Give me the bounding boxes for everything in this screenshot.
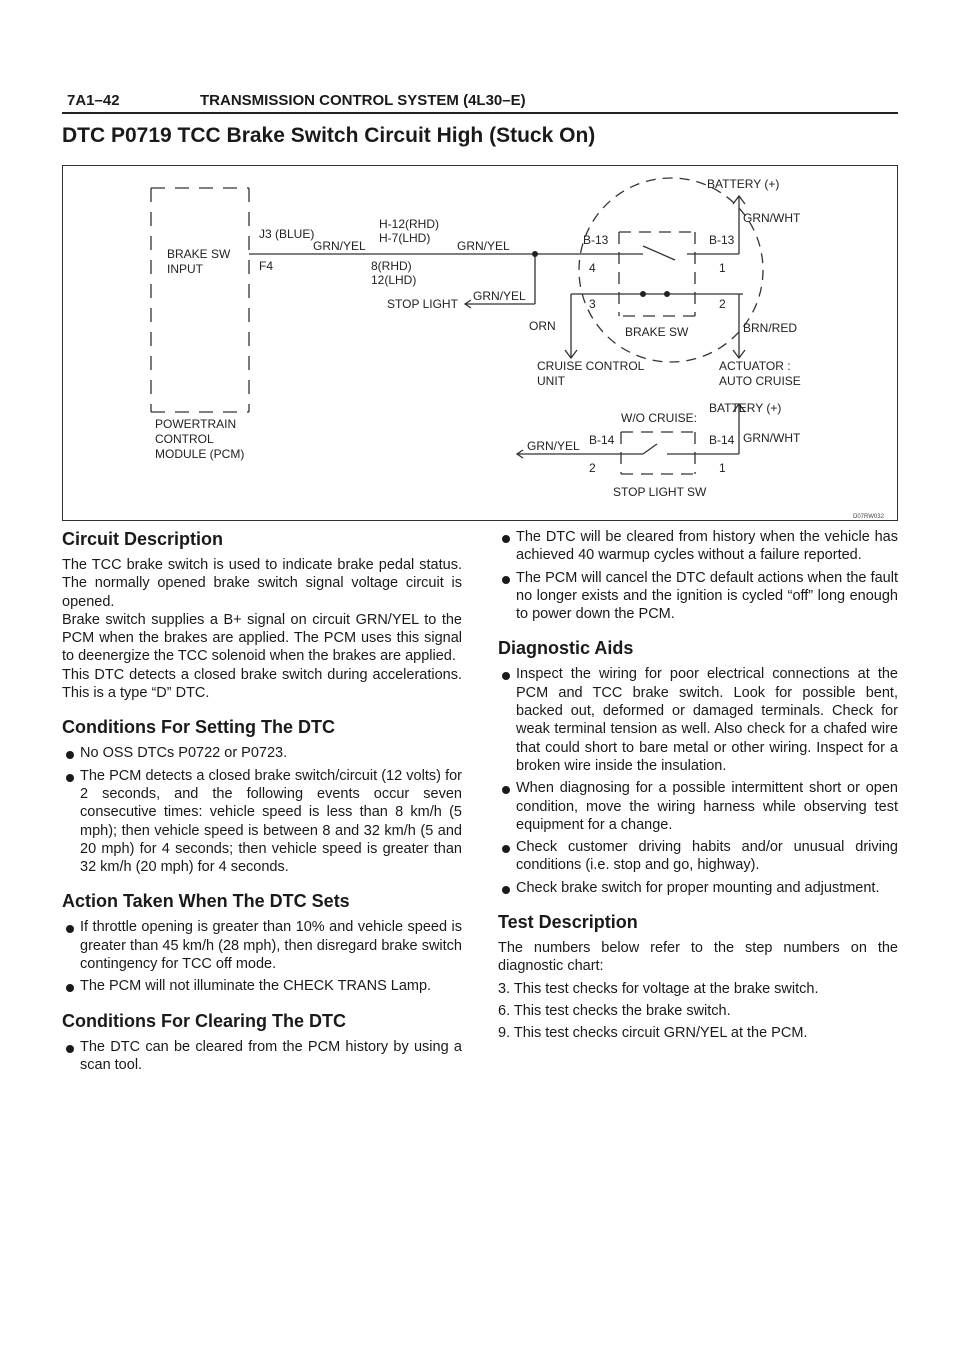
svg-text:BRN/RED: BRN/RED xyxy=(743,321,798,335)
conditions-clearing-continued xyxy=(498,528,898,623)
conditions-setting-heading: Conditions For Setting The DTC xyxy=(62,717,335,738)
svg-text:F4: F4 xyxy=(259,259,274,273)
bullet-icon xyxy=(502,786,510,794)
conditions-clearing-heading: Conditions For Clearing The DTC xyxy=(62,1010,346,1031)
list-item: The PCM detects a closed brake switch/circuit (12 volts) for 2 seconds, and the following events occur seven consecutive times: vehicle speed is less than 8 km/h (5 mph); then vehicle speed is between 8 and 32 km/h (5 and 20 mph) for 4 seconds; then vehicle speed is greater than 32 km/h (20 mph) for 4 seconds. xyxy=(62,767,462,877)
bullet-icon xyxy=(502,576,510,584)
svg-text:B-14: B-14 xyxy=(709,433,735,447)
svg-text:GRN/WHT: GRN/WHT xyxy=(743,431,801,445)
svg-text:B-13: B-13 xyxy=(583,233,609,247)
test-step-3: 3. This test checks for voltage at the brake switch. xyxy=(498,980,819,997)
diagnostic-aids-heading: Diagnostic Aids xyxy=(498,638,634,659)
svg-text:INPUT: INPUT xyxy=(167,262,203,276)
bullet-icon xyxy=(66,1045,74,1053)
svg-text:BATTERY (+): BATTERY (+) xyxy=(709,401,782,415)
section-title: TRANSMISSION CONTROL SYSTEM (4L30–E) xyxy=(200,92,526,109)
diagnostic-aids xyxy=(498,637,898,897)
junction-dot xyxy=(532,251,538,257)
bullet-icon xyxy=(66,751,74,759)
list-item: No OSS DTCs P0722 or P0723. xyxy=(62,744,462,762)
list-item: The PCM will cancel the DTC default actions when the fault no longer exists and the ignition is cycled “off” long enough to power down the PCM. xyxy=(498,569,898,624)
svg-text:12(LHD): 12(LHD) xyxy=(371,273,417,287)
list-item: Check customer driving habits and/or unusual driving conditions (i.e. stop and go, highway). xyxy=(498,838,898,875)
svg-text:4: 4 xyxy=(589,261,596,275)
svg-text:GRN/YEL: GRN/YEL xyxy=(457,239,510,253)
bullet-icon xyxy=(502,886,510,894)
svg-text:H-7(LHD): H-7(LHD) xyxy=(379,231,431,245)
list-item: When diagnosing for a possible intermittent short or open condition, move the wiring harness while observing test equipment for a change. xyxy=(498,779,898,834)
svg-text:AUTO CRUISE: AUTO CRUISE xyxy=(719,374,801,388)
test-description-heading: Test Description xyxy=(498,912,638,933)
action-taken-heading: Action Taken When The DTC Sets xyxy=(62,891,350,912)
conditions-setting xyxy=(62,716,462,876)
svg-text:GRN/YEL: GRN/YEL xyxy=(473,289,526,303)
svg-text:ACTUATOR :: ACTUATOR : xyxy=(719,359,791,373)
svg-text:GRN/WHT: GRN/WHT xyxy=(743,211,801,225)
test-description xyxy=(498,911,898,1042)
action-taken xyxy=(62,890,462,995)
list-item: Inspect the wiring for poor electrical connections at the PCM and TCC brake switch. Look for possible bent, backed out, deformed or damaged terminals. Check for weak terminal tension as well. Also check for a chafed wire that could short to bare metal or other wiring. Inspect for a broken wire inside the insulation. xyxy=(498,665,898,775)
bullet-icon xyxy=(502,535,510,543)
bullet-icon xyxy=(66,925,74,933)
conditions-clearing xyxy=(62,1010,462,1075)
svg-text:8(RHD): 8(RHD) xyxy=(371,259,412,273)
circuit-description-para-3: This DTC detects a closed brake switch during accelerations. This is a type “D” DTC. xyxy=(62,666,462,702)
test-step-9: 9. This test checks circuit GRN/YEL at the PCM. xyxy=(498,1025,808,1042)
svg-text:B-14: B-14 xyxy=(589,433,615,447)
bullet-icon xyxy=(66,984,74,992)
page-number: 7A1–42 xyxy=(67,92,120,109)
svg-text:H-12(RHD): H-12(RHD) xyxy=(379,217,439,231)
svg-text:2: 2 xyxy=(589,461,596,475)
figure-id: D07RW032 xyxy=(853,514,884,520)
list-item: Check brake switch for proper mounting and adjustment. xyxy=(498,879,898,897)
svg-text:W/O CRUISE:: W/O CRUISE: xyxy=(621,411,698,425)
circuit-description-para-2: Brake switch supplies a B+ signal on circuit GRN/YEL to the PCM when the brakes are applied. The PCM uses this signal to deenergize the TCC solenoid when the brakes are applied. xyxy=(62,611,462,665)
page-title: DTC P0719 TCC Brake Switch Circuit High (Stuck On) xyxy=(62,124,596,147)
svg-text:GRN/YEL: GRN/YEL xyxy=(527,439,580,453)
bullet-icon xyxy=(502,845,510,853)
svg-text:STOP LIGHT SW: STOP LIGHT SW xyxy=(613,485,707,499)
svg-text:GRN/YEL: GRN/YEL xyxy=(313,239,366,253)
svg-text:1: 1 xyxy=(719,261,726,275)
svg-text:CRUISE CONTROL: CRUISE CONTROL xyxy=(537,359,645,373)
svg-text:MODULE (PCM): MODULE (PCM) xyxy=(155,447,245,461)
svg-text:J3 (BLUE): J3 (BLUE) xyxy=(259,227,315,241)
wiring-diagram-svg xyxy=(63,166,899,522)
test-description-intro: The numbers below refer to the step numbers on the diagnostic chart: xyxy=(498,940,898,975)
svg-text:STOP LIGHT: STOP LIGHT xyxy=(387,297,458,311)
list-item: The DTC will be cleared from history when the vehicle has achieved 40 warmup cycles without a failure reported. xyxy=(498,528,898,565)
circuit-description-heading: Circuit Description xyxy=(62,529,224,549)
svg-text:1: 1 xyxy=(719,461,726,475)
circuit-description xyxy=(62,528,462,702)
svg-text:POWERTRAIN: POWERTRAIN xyxy=(155,417,237,431)
left-column xyxy=(62,528,462,1078)
circuit-description-para-1: The TCC brake switch is used to indicate brake pedal status. The normally opened brake switch signal voltage circuit is opened. xyxy=(62,557,462,610)
svg-text:B-13: B-13 xyxy=(709,233,735,247)
list-item: If throttle opening is greater than 10% and vehicle speed is greater than 45 km/h (28 mph), then disregard brake switch contingency for TCC off mode. xyxy=(62,918,462,973)
svg-text:BRAKE SW: BRAKE SW xyxy=(167,247,231,261)
list-item: The DTC can be cleared from the PCM history by using a scan tool. xyxy=(62,1038,462,1075)
test-step-6: 6. This test checks the brake switch. xyxy=(498,1002,731,1019)
svg-text:UNIT: UNIT xyxy=(537,374,565,388)
svg-text:ORN: ORN xyxy=(529,319,556,333)
svg-text:2: 2 xyxy=(719,297,726,311)
svg-text:3: 3 xyxy=(589,297,596,311)
svg-text:BATTERY (+): BATTERY (+) xyxy=(707,177,780,191)
page-header xyxy=(62,88,898,114)
header-rule xyxy=(62,112,898,114)
bullet-icon xyxy=(502,672,510,680)
list-item: The PCM will not illuminate the CHECK TRANS Lamp. xyxy=(62,977,462,995)
right-column xyxy=(498,528,898,1043)
svg-text:CONTROL: CONTROL xyxy=(155,432,214,446)
svg-text:BRAKE SW: BRAKE SW xyxy=(625,325,689,339)
bullet-icon xyxy=(66,774,74,782)
wiring-diagram xyxy=(62,165,898,521)
